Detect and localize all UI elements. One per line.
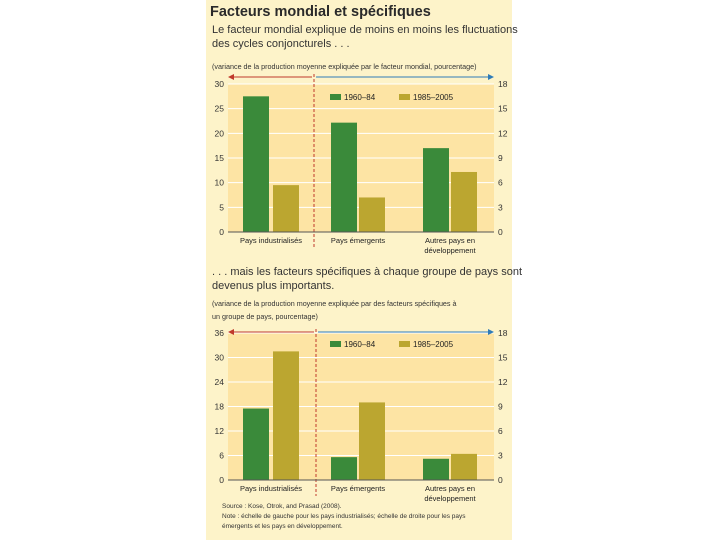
note-line-1: Note : échelle de gauche pour les pays industrialisés; échelle de droite pour les pays [222, 513, 466, 520]
source-text: Source : Kose, Otrok, and Prasad (2008). [222, 503, 342, 510]
chart1-right-tick-label: 3 [498, 202, 503, 213]
chart2-legend-label: 1960–84 [344, 340, 376, 349]
chart2-left-tick-label: 0 [219, 475, 224, 485]
chart1-bar [243, 96, 269, 232]
note-line-2: émergents et les pays en développement. [222, 523, 343, 530]
chart1-category-label: développement [424, 246, 476, 255]
chart2-left-tick-label: 36 [214, 328, 224, 338]
chart2-left-tick-label: 12 [214, 426, 224, 436]
chart2-category-label: Pays émergents [330, 484, 386, 493]
chart1-right-tick-label: 18 [498, 79, 508, 89]
chart2-legend-swatch [399, 341, 410, 347]
chart2-legend-label: 1985–2005 [413, 340, 454, 349]
chart1-left-tick-label: 30 [214, 79, 224, 89]
chart1-left-tick-label: 10 [214, 177, 224, 188]
chart2-right-tick-label: 12 [498, 377, 508, 387]
chart2-right-tick-label: 9 [498, 401, 503, 412]
chart2-category-label: Autres pays en [424, 484, 476, 493]
chart1-left-tick-label: 20 [214, 128, 224, 139]
chart2-axis-note-line-1: (variance de la production moyenne expliquée par des facteurs spécifiques à [212, 299, 457, 308]
chart2-bar [273, 351, 299, 480]
chart1-bar [423, 148, 449, 232]
chart2-left-tick-label: 18 [214, 401, 224, 412]
chart1-category-label: Autres pays en [424, 236, 476, 245]
chart1-left-axis-arrowhead [228, 74, 234, 80]
chart2-right-tick-label: 15 [498, 352, 508, 363]
chart2-bar [243, 409, 269, 480]
chart1-left-tick-label: 15 [214, 153, 224, 163]
chart1-legend-swatch [330, 94, 341, 100]
chart1-axis-note: (variance de la production moyenne expliquée par le facteur mondial, pourcentage) [212, 62, 477, 71]
subtitle2-line-2: devenus plus importants. [212, 280, 335, 292]
chart2-right-tick-label: 3 [498, 450, 503, 461]
chart2-right-tick-label: 0 [498, 475, 503, 485]
chart1-right-axis-arrowhead [488, 74, 494, 80]
chart1-legend-swatch [399, 94, 410, 100]
chart1-bar [451, 172, 477, 232]
chart1-right-tick-label: 9 [498, 153, 503, 163]
subtitle2-line-1: . . . mais les facteurs spécifiques à chaque groupe de pays sont [212, 266, 523, 278]
chart2-right-tick-label: 18 [498, 328, 508, 338]
chart1-right-tick-label: 12 [498, 128, 508, 139]
chart2-bar [331, 457, 357, 480]
chart2-bar [451, 454, 477, 480]
chart1-left-tick-label: 5 [219, 202, 224, 213]
subtitle-line-2: des cycles conjoncturels . . . [212, 38, 350, 50]
chart1-category-label: Pays industrialisés [239, 236, 303, 245]
chart1-bar [273, 185, 299, 232]
chart1-bar [359, 197, 385, 232]
chart1-right-tick-label: 15 [498, 103, 508, 114]
chart1-legend-label: 1960–84 [344, 93, 376, 102]
chart1-left-tick-label: 25 [214, 103, 224, 114]
chart2-legend-swatch [330, 341, 341, 347]
chart2-left-tick-label: 6 [219, 450, 224, 461]
chart1-right-tick-label: 0 [498, 227, 503, 237]
chart2-bar [423, 459, 449, 480]
chart2-category-label: développement [424, 494, 476, 503]
subtitle-line-1: Le facteur mondial explique de moins en moins les fluctuations [212, 24, 518, 36]
chart2-left-tick-label: 30 [214, 352, 224, 363]
chart1-right-tick-label: 6 [498, 177, 503, 188]
chart2-axis-note-line-2: un groupe de pays, pourcentage) [212, 312, 318, 321]
chart2-left-tick-label: 24 [214, 377, 224, 387]
chart2-category-label: Pays industrialisés [239, 484, 303, 493]
chart2-bar [359, 402, 385, 480]
chart1-bar [331, 123, 357, 232]
page-title: Facteurs mondial et spécifiques [210, 4, 431, 20]
chart1-left-tick-label: 0 [219, 227, 224, 237]
chart2-right-tick-label: 6 [498, 426, 503, 436]
chart1-category-label: Pays émergents [330, 236, 386, 245]
chart1-legend-label: 1985–2005 [413, 93, 454, 102]
